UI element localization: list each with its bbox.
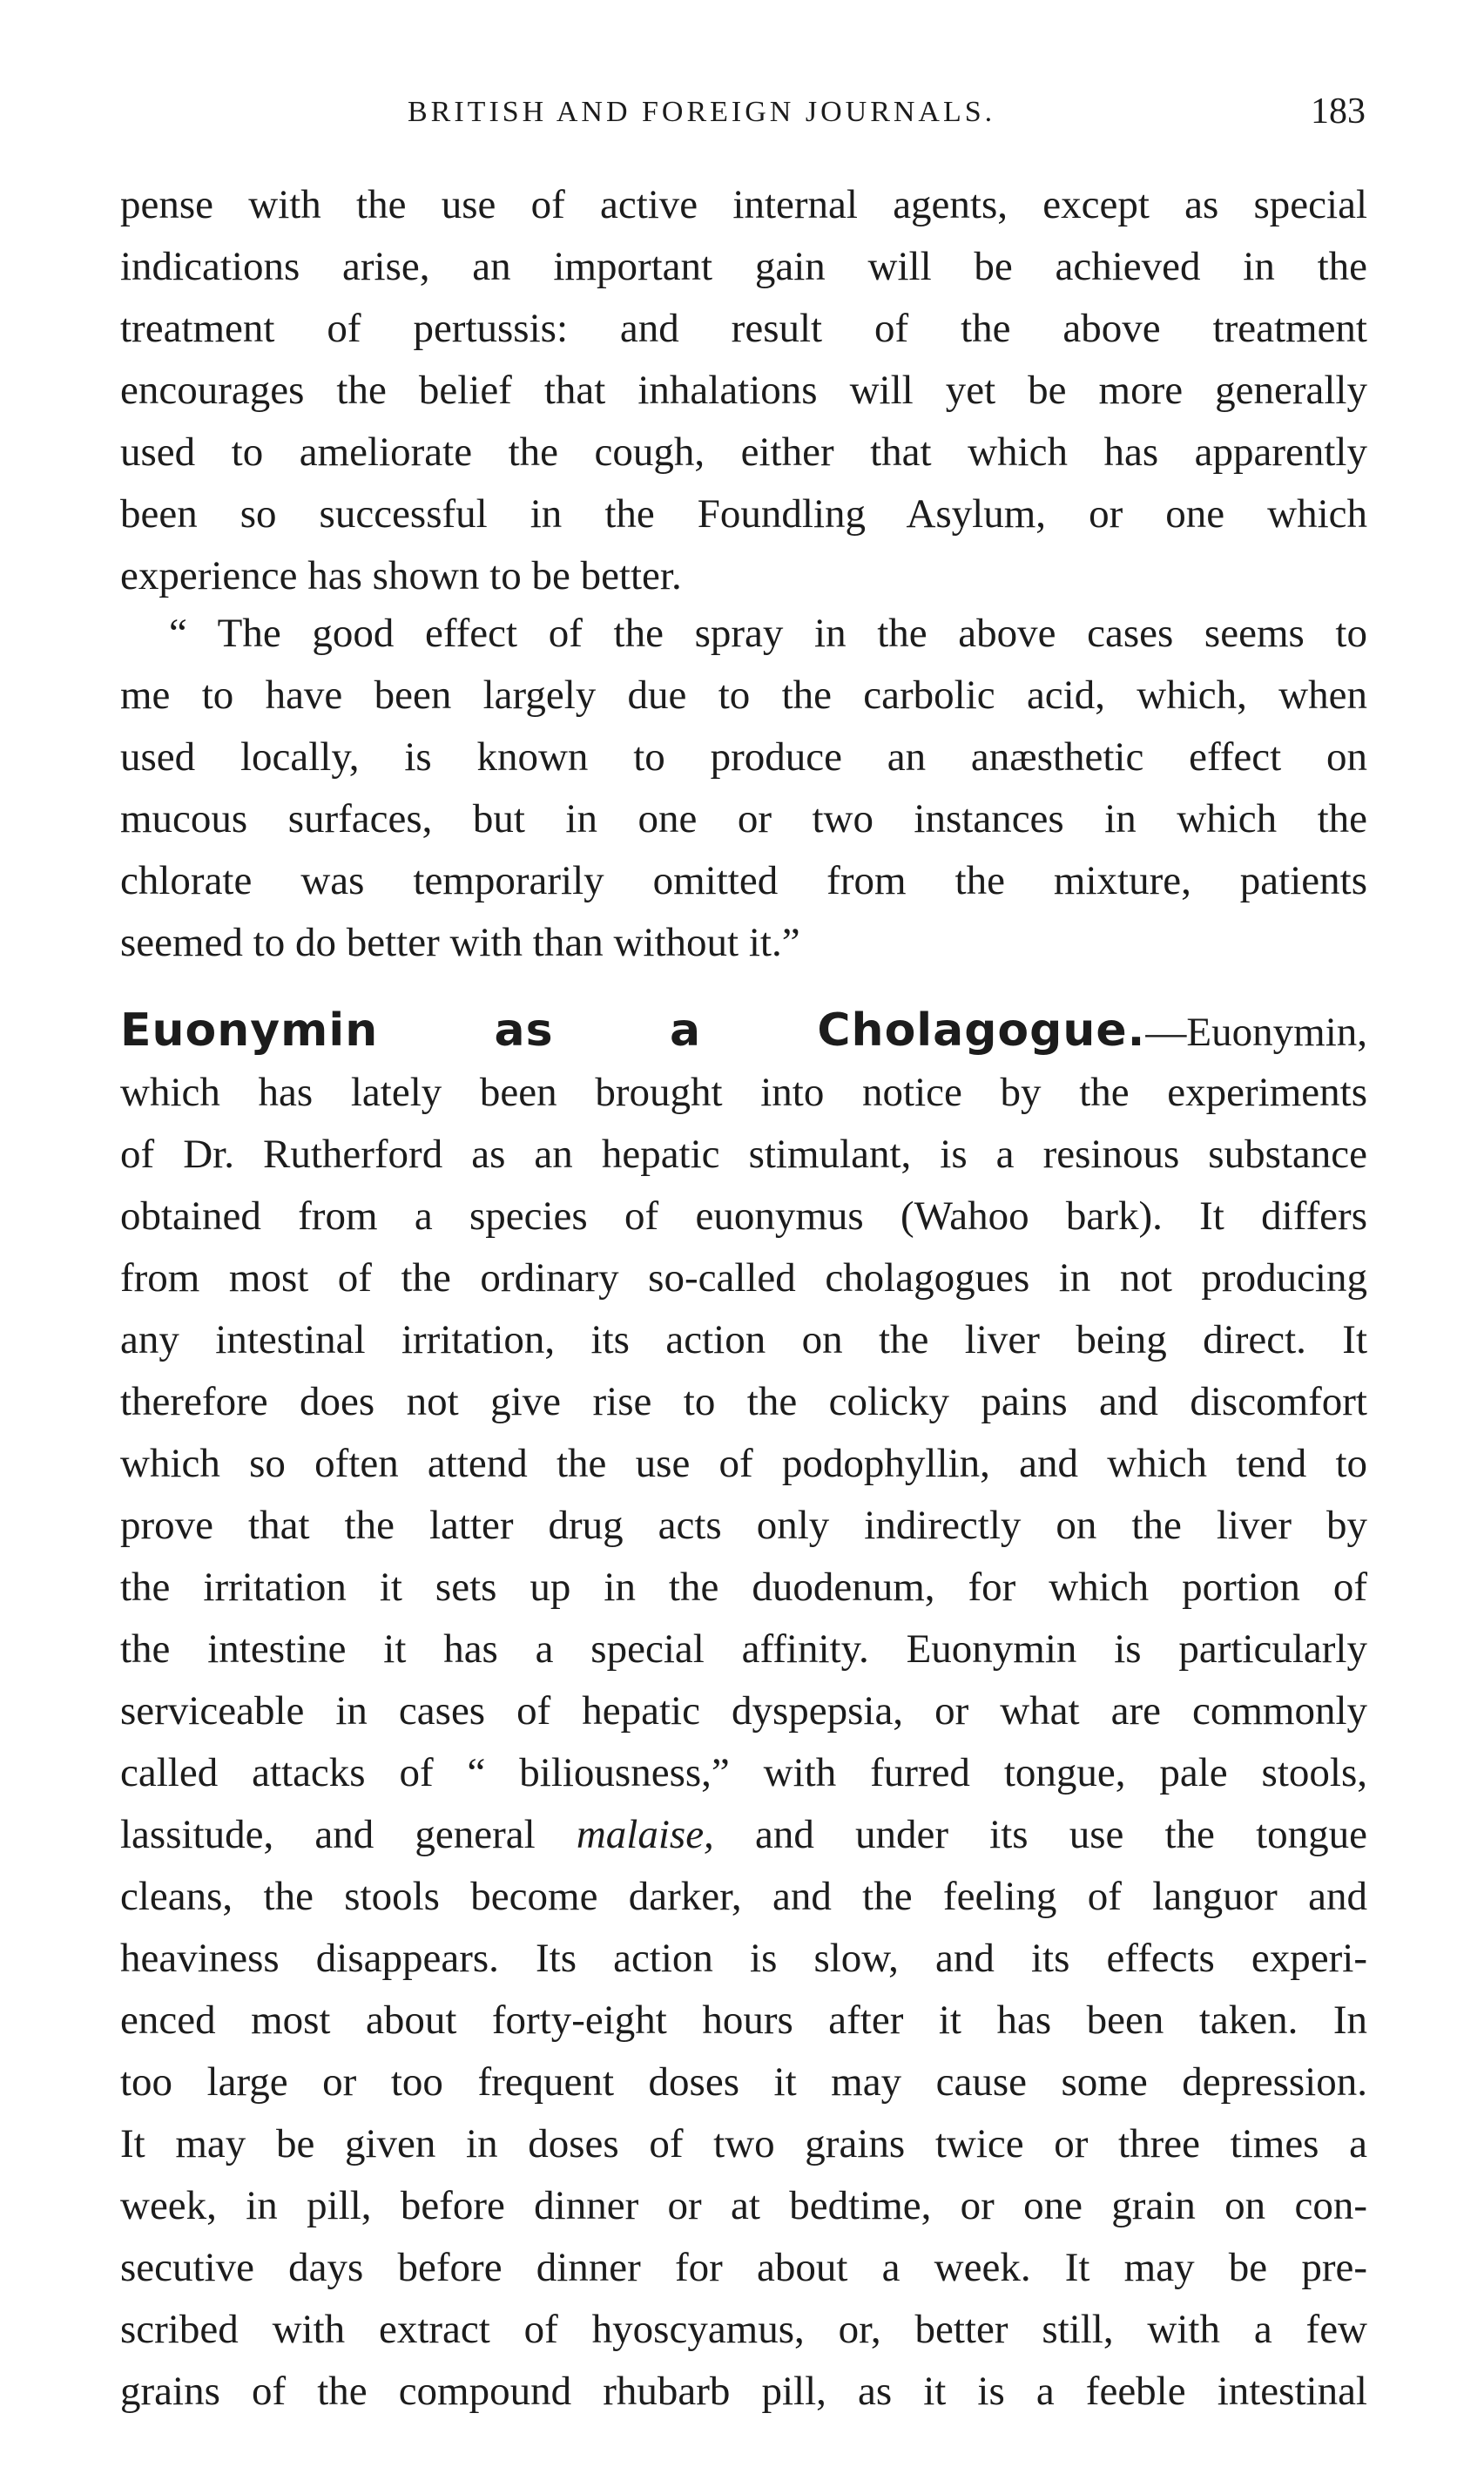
text-line: indications arise, an important gain will be achieved in the xyxy=(120,244,1367,289)
text-line: chlorate was temporarily omitted from the mixture, patients xyxy=(120,858,1367,903)
text-line: the intestine it has a special affinity. Euonymin is particularly xyxy=(120,1626,1367,1672)
text-line: treatment of pertussis: and result of the above treatment xyxy=(120,306,1367,351)
text-line: encourages the belief that inhalations will yet be more generally xyxy=(120,368,1367,413)
text-line: used to ameliorate the cough, either that which has apparently xyxy=(120,429,1367,475)
text-line: secutive days before dinner for about a week. It may be pre- xyxy=(120,2245,1367,2290)
section-first-line xyxy=(120,1000,1367,1062)
text-line: serviceable in cases of hepatic dyspepsia, or what are commonly xyxy=(120,1688,1367,1734)
text-line: mucous surfaces, but in one or two instances in which the xyxy=(120,796,1367,842)
section-title: Euonymin as a Cholagogue. xyxy=(120,1004,1146,1057)
text-line: the irritation it sets up in the duodenum, for which portion of xyxy=(120,1565,1367,1610)
text-line: enced most about forty-eight hours after it has been taken. In xyxy=(120,1997,1367,2043)
malaise-before: lassitude, and general xyxy=(120,1812,577,1857)
page-header xyxy=(118,91,1366,143)
text-line: which so often attend the use of podophyllin, and which tend to xyxy=(120,1441,1367,1486)
section-first-line-rest: —Euonymin, xyxy=(1145,1010,1367,1055)
text-line: cleans, the stools become darker, and the feeling of languor and xyxy=(120,1874,1367,1919)
text-line: It may be given in doses of two grains twice or three times a xyxy=(120,2121,1367,2166)
text-line: any intestinal irritation, its action on the liver being direct. It xyxy=(120,1317,1367,1362)
text-line: grains of the compound rhubarb pill, as it is a feeble intestinal xyxy=(120,2369,1367,2414)
malaise-after: and under its use the tongue xyxy=(713,1812,1367,1857)
section-euonymin xyxy=(120,1000,1367,2423)
malaise-italic: malaise, xyxy=(576,1812,714,1857)
text-line: “ The good effect of the spray in the above cases seems to xyxy=(169,611,1367,656)
text-line: experience has shown to be better. xyxy=(120,553,682,598)
text-line: week, in pill, before dinner or at bedtime, or one grain on con- xyxy=(120,2183,1367,2228)
text-line: seemed to do better with than without it.” xyxy=(120,920,800,965)
text-line: therefore does not give rise to the colicky pains and discomfort xyxy=(120,1379,1367,1424)
text-line: of Dr. Rutherford as an hepatic stimulant, is a resinous substance xyxy=(120,1132,1367,1177)
text-line: pense with the use of active internal agents, except as special xyxy=(120,182,1367,227)
running-head: BRITISH AND FOREIGN JOURNALS. xyxy=(408,96,996,128)
text-line: from most of the ordinary so-called cholagogues in not producing xyxy=(120,1255,1367,1301)
text-line-malaise xyxy=(120,1804,1367,1866)
page-number: 183 xyxy=(1311,91,1366,132)
text-line: me to have been largely due to the carbolic acid, which, when xyxy=(120,673,1367,718)
text-line: obtained from a species of euonymus (Wahoo bark). It differs xyxy=(120,1193,1367,1239)
text-line: prove that the latter drug acts only indirectly on the liver by xyxy=(120,1503,1367,1548)
text-line: which has lately been brought into notice by the experiments xyxy=(120,1070,1367,1115)
text-line: heaviness disappears. Its action is slow, and its effects experi- xyxy=(120,1936,1367,1981)
paragraph-pertussis-treatment xyxy=(120,174,1367,607)
text-line: been so successful in the Foundling Asylum, or one which xyxy=(120,491,1367,537)
text-line: called attacks of “ biliousness,” with furred tongue, pale stools, xyxy=(120,1750,1367,1795)
paragraph-spray-quote xyxy=(120,603,1367,974)
text-line: scribed with extract of hyoscyamus, or, better still, with a few xyxy=(120,2307,1367,2352)
text-line: used locally, is known to produce an anæsthetic effect on xyxy=(120,734,1367,780)
text-line: too large or too frequent doses it may cause some depression. xyxy=(120,2059,1367,2105)
